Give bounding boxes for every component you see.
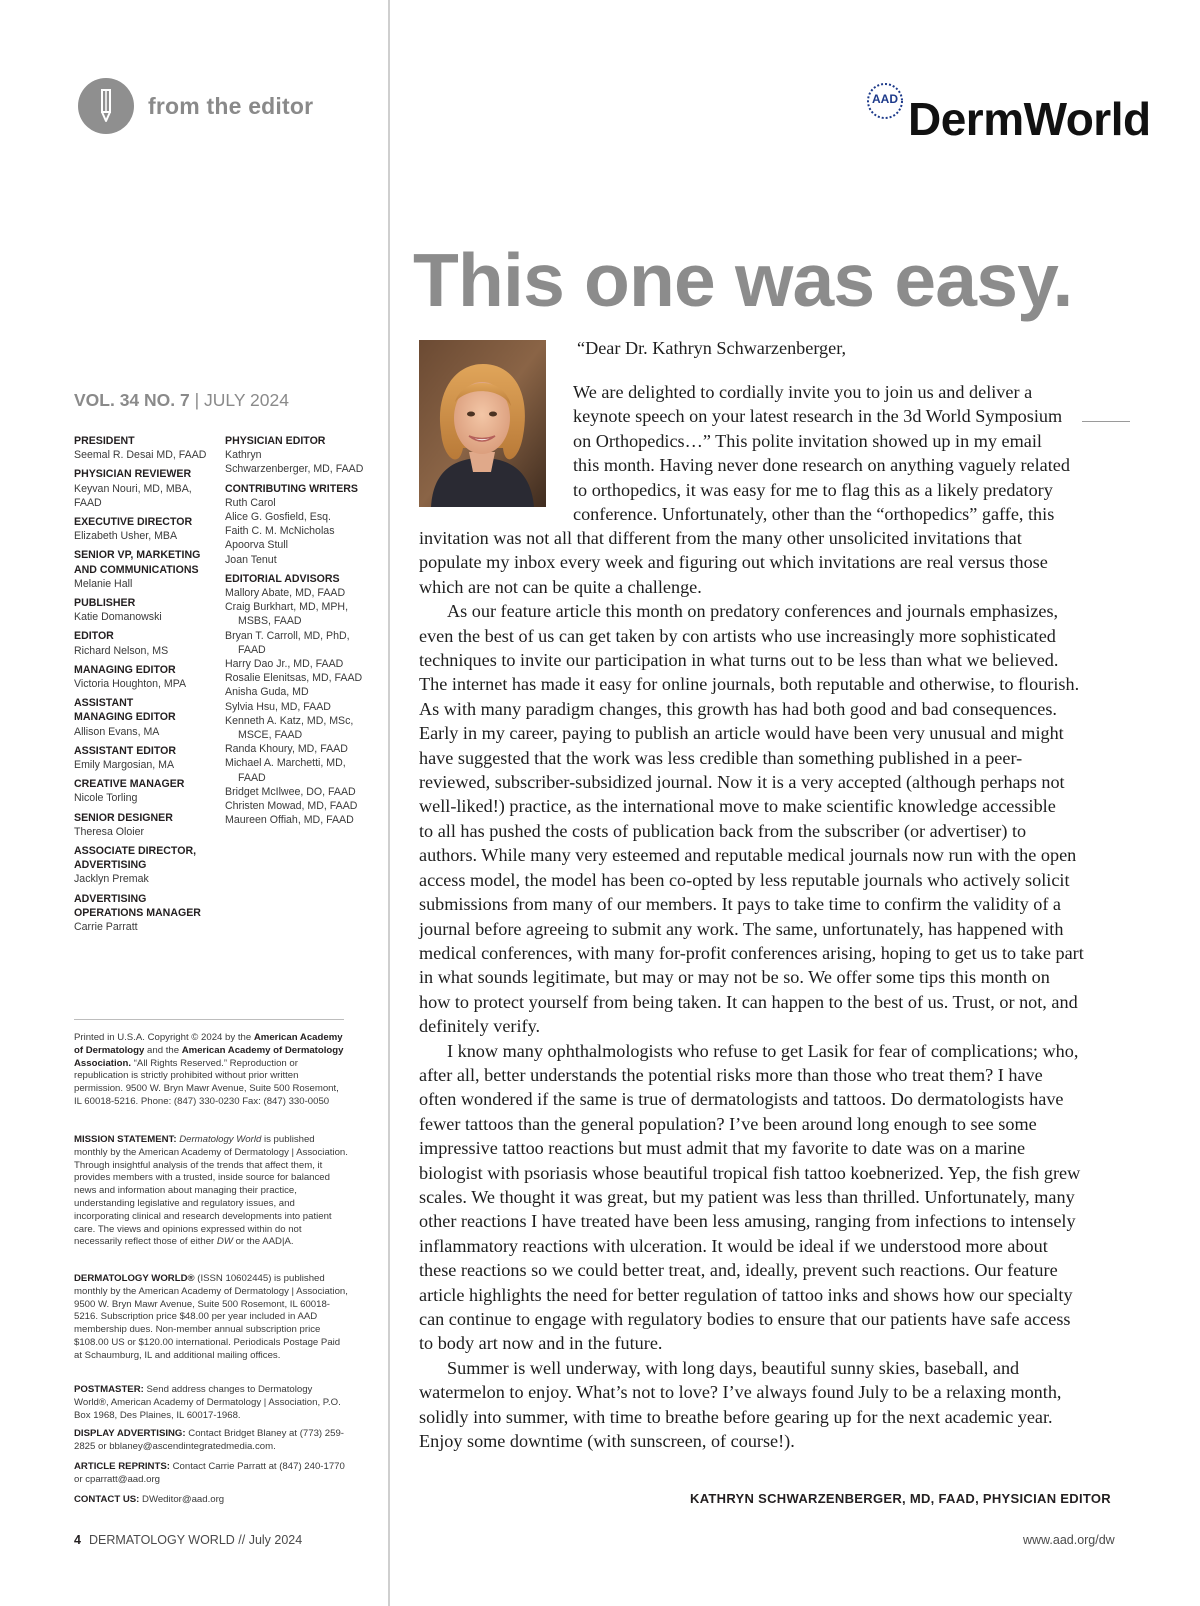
masthead-name: Bridget McIlwee, DO, FAAD — [225, 785, 356, 798]
copyright-text: “All Rights Reserved.” Reproduction or republication is strictly prohibited without prior written permission. 9500 W. Bryn Mawr Avenue, Suite 500 Rosemont, IL 60018-5216. Phone: (847) 330-0230 Fax: (847) 330-0050 — [74, 1057, 339, 1107]
masthead-name: Craig Burkhart, MD, MPH, MSBS, FAAD — [225, 601, 349, 628]
article-headline: This one was easy. — [413, 238, 1073, 322]
masthead-role: PHYSICIAN REVIEWER — [74, 468, 192, 481]
sidebar-divider — [74, 1019, 344, 1020]
masthead-entry — [74, 777, 226, 805]
copyright-org: American Academy of Dermatology — [74, 1032, 343, 1056]
masthead-name: Harry Dao Jr., MD, FAAD — [225, 658, 344, 671]
column-divider — [388, 0, 390, 1606]
masthead-role: SENIOR VP, MARKETING AND COMMUNICATIONS — [74, 549, 201, 576]
text-line: other reactions I have treated have been less amusing, ranging from infections to intensely — [419, 1211, 1076, 1232]
article-body — [419, 526, 1084, 1453]
section-label: from the editor — [148, 92, 314, 119]
masthead-name: Randa Khoury, MD, FAAD — [225, 743, 348, 756]
postmaster-notice — [74, 1384, 349, 1422]
masthead-name: Keyvan Nouri, MD, MBA, FAAD — [74, 482, 192, 509]
letter-salutation: “Dear Dr. Kathryn Schwarzenberger, — [577, 338, 847, 358]
text-line: As our feature article this month on predatory conferences and journals emphasizes, — [447, 601, 1059, 622]
display-text: Contact Bridget Blaney at (773) 259-2825 or bblaney@ascendintegratedmedia.com. — [74, 1428, 344, 1452]
masthead-role: CONTRIBUTING WRITERS — [225, 482, 359, 495]
text-line: these reactions so we could better treat, and, ideally, prevent such reactions. Our feature — [419, 1260, 1058, 1281]
masthead-name: Sylvia Hsu, MD, FAAD — [225, 700, 331, 713]
masthead-name: Ruth Carol — [225, 496, 276, 509]
text-line: invitation was not all that different from the many other unsolicited invitations that — [419, 528, 1022, 548]
text-line: As with many paradigm changes, this growth has had both good and bad consequences. — [419, 698, 1057, 719]
masthead-entry — [74, 663, 226, 691]
masthead-name: Rosalie Elenitsas, MD, FAAD — [225, 672, 363, 685]
decorative-rule — [1082, 421, 1130, 422]
text-line: which are not can be quite a challenge. — [419, 576, 702, 597]
copyright-org: American Academy of Dermatology Association. — [74, 1044, 344, 1069]
publication-label: DERMATOLOGY WORLD® — [74, 1273, 195, 1284]
text-line: watermelon to enjoy. What’s not to love? I’ve always found July to be a relaxing month, — [419, 1382, 1062, 1403]
masthead-entry — [74, 892, 226, 935]
text-line: to body art now and in the future. — [419, 1333, 663, 1354]
mission-text: is published monthly by the American Academy of Dermatology | Association. Through insightful analysis of the trends that affect them, it provides members with a trusted, inside source for balanced news and information about managing their practice, understanding legislative and regulatory issues, and incorporating clinical and research developments into patient care. The views and opinions expressed within do not necessarily reflect those of either — [74, 1134, 348, 1248]
text-line: have suggested that the work was less credible than something published in a peer- — [419, 747, 1023, 768]
contributing-writers-list — [225, 496, 383, 567]
text-line: biologist with psoriasis whose beautiful tropical fish tattoo koebnerized. Yep, the fish grew — [419, 1162, 1081, 1183]
mission-title: Dermatology World — [179, 1134, 262, 1145]
masthead-entry — [74, 515, 226, 543]
masthead-name: Anisha Guda, MD — [225, 686, 309, 699]
dermworld-logo — [866, 80, 1166, 150]
issue-month: JULY 2024 — [204, 390, 289, 410]
masthead-role: CREATIVE MANAGER — [74, 778, 185, 791]
text-line: solidly into summer, with time to breathe before gearing up for the next academic year. — [419, 1406, 1053, 1427]
text-line: inflammatory reactions with ulceration. It would be ideal if we understood more about — [419, 1235, 1048, 1256]
masthead-name: Christen Mowad, MD, FAAD — [225, 800, 358, 813]
logo-wordmark: DermWorld — [908, 93, 1151, 145]
postmaster-text: Send address changes to Dermatology World®, American Academy of Dermatology | Association, P.O. Box 1968, Des Plaines, IL 60017-1968. — [74, 1384, 341, 1421]
masthead-entry — [74, 811, 226, 839]
masthead-entry — [74, 548, 226, 591]
masthead-entry — [74, 434, 226, 462]
text-line: authors. While many very esteemed and reputable medical journals now run with the open — [419, 845, 1077, 866]
masthead-name: Melanie Hall — [74, 577, 133, 590]
page-footer — [74, 1533, 302, 1547]
reprints-label: ARTICLE REPRINTS: — [74, 1461, 170, 1472]
masthead-entry — [74, 744, 226, 772]
masthead-name: Joan Tenut — [225, 553, 277, 566]
publication-name: DERMATOLOGY WORLD // July 2024 — [88, 1533, 303, 1547]
masthead-name: Victoria Houghton, MPA — [74, 678, 187, 691]
masthead-role: ASSISTANT EDITOR — [74, 744, 177, 757]
text-line: Early in my career, paying to publish an article would have been very unusual and might — [419, 723, 1064, 744]
text-line: on Orthopedics…” This polite invitation showed up in my email — [573, 430, 1042, 451]
masthead-name: Maureen Offiah, MD, FAAD — [225, 814, 354, 827]
masthead-name: Nicole Torling — [74, 792, 138, 805]
issue-volume: VOL. 34 NO. 7 — [74, 390, 190, 410]
text-line: even the best of us can get taken by con artists who use increasingly more sophisticated — [419, 625, 1056, 646]
reprints-text: Contact Carrie Parratt at (847) 240-1770 or cparratt@aad.org — [74, 1461, 345, 1485]
text-line: definitely verify. — [419, 1016, 541, 1037]
text-line: can continue to engage with regulatory bodies to ensure that our patients have safe access — [419, 1309, 1071, 1329]
masthead-role: ASSOCIATE DIRECTOR, ADVERTISING — [74, 845, 197, 872]
masthead-role: EDITOR — [74, 630, 114, 643]
copyright-text: and the — [144, 1044, 180, 1056]
text-line: this month. Having never done research on anything vaguely related — [573, 455, 1070, 476]
page-number: 4 — [74, 1533, 81, 1547]
text-line: submissions from many of our members. It pays to take time to confirm the validity of a — [419, 894, 1061, 915]
masthead-name: Jacklyn Premak — [74, 873, 149, 886]
website-url: www.aad.org/dw — [1023, 1533, 1115, 1547]
masthead-role: PHYSICIAN EDITOR — [225, 435, 326, 447]
contact-us — [74, 1494, 349, 1507]
text-line: after all, better understands the potential risks more than those who treat them? I have — [419, 1064, 1043, 1085]
masthead-name: Alice G. Gosfield, Esq. — [225, 511, 331, 524]
text-line: access model, the model has been co-opted by less reputable journals who actively solicit — [419, 869, 1070, 890]
masthead-name: Seemal R. Desai MD, FAAD — [74, 449, 207, 462]
text-line: Summer is well underway, with long days, beautiful sunny skies, baseball, and — [447, 1357, 1020, 1378]
masthead-name: Apoorva Stull — [225, 539, 289, 552]
masthead-role: ADVERTISING OPERATIONS MANAGER — [74, 892, 201, 919]
postmaster-label: POSTMASTER: — [74, 1384, 144, 1395]
masthead-role: EDITORIAL ADVISORS — [225, 572, 340, 585]
text-line: journal before agreeing to submit any work. The same, unfortunately, has happened with — [419, 918, 1064, 939]
contact-label: CONTACT US: — [74, 1494, 140, 1505]
masthead-name: Katie Domanowski — [74, 611, 162, 624]
mission-dw: DW — [216, 1236, 233, 1248]
masthead-name: Richard Nelson, MS — [74, 644, 169, 657]
masthead-left — [74, 434, 226, 939]
masthead-name: Emily Margosian, MA — [74, 759, 175, 772]
mission-label: MISSION STATEMENT: — [74, 1134, 177, 1145]
masthead-entry — [74, 696, 226, 739]
text-line: The internet has made it easy for online journals, both reputable and otherwise, to flourish. — [419, 674, 1080, 695]
display-advertising — [74, 1428, 349, 1454]
contact-email: DWeditor@aad.org — [139, 1494, 225, 1505]
masthead-entry — [74, 596, 226, 624]
masthead-name: Michael A. Marchetti, MD, FAAD — [225, 757, 346, 784]
masthead-role: ASSISTANT MANAGING EDITOR — [74, 697, 176, 724]
mission-statement — [74, 1134, 349, 1249]
editorial-advisors-list — [225, 586, 383, 827]
masthead-role: EXECUTIVE DIRECTOR — [74, 516, 193, 529]
pencil-icon — [78, 78, 134, 134]
text-line: fewer tattoos than the general population? I’ve been around long enough to see some — [419, 1113, 1037, 1134]
masthead-entry — [74, 629, 226, 657]
text-line: I know many ophthalmologists who refuse to get Lasik for fear of complications; who, — [447, 1040, 1079, 1061]
author-signature: KATHRYN SCHWARZENBERGER, MD, FAAD, PHYSICIAN EDITOR — [690, 1491, 1111, 1506]
masthead-name: Theresa Oloier — [74, 825, 145, 838]
text-line: scales. We thought it was great, but my patient was less than thrilled. Unfortunately, many — [419, 1186, 1075, 1207]
text-line: Enjoy some downtime (with sunscreen, of course!). — [419, 1431, 795, 1452]
masthead-name: Elizabeth Usher, MBA — [74, 530, 178, 543]
text-line: keynote speech on your latest research in the 3d World Symposium — [573, 406, 1063, 427]
text-line: impressive tattoo reactions but must admit that my favorite to date was on a marine — [419, 1138, 1026, 1159]
publication-text: (ISSN 10602445) is published monthly by the American Academy of Dermatology | Association, 9500 W. Bryn Mawr Avenue, Suite 500 Rosemont, IL 60018-5216. Subscription price $48.00 per year included in AAD membership dues. Non-member annual subscription price $108.00 US or $120.00 international. Periodicals Postage Paid at Schaumburg, IL and additional mailing offices. — [74, 1273, 348, 1361]
mission-text: or the AAD|A. — [232, 1236, 294, 1248]
text-line: We are delighted to cordially invite you to join us and deliver a — [573, 382, 1033, 402]
text-line: often wondered if the same is true of dermatologists and tattoos. Do dermatologists have — [419, 1089, 1064, 1110]
masthead-name: Bryan T. Carroll, MD, PhD, FAAD — [225, 629, 350, 656]
text-line: medical conferences, with many for-profit conferences arising, hoping to get us to take part — [419, 942, 1084, 963]
masthead-entry — [74, 467, 226, 510]
masthead-right — [225, 434, 383, 832]
masthead-role: MANAGING EDITOR — [74, 663, 176, 676]
masthead-name: Allison Evans, MA — [74, 725, 160, 738]
text-line: article highlights the need for better regulation of tattoo inks and shows how our specialty — [419, 1284, 1073, 1305]
masthead-name: Carrie Parratt — [74, 921, 138, 934]
text-line: how to protect yourself from being taken. It can happen to the best of us. Trust, or not, and — [419, 991, 1078, 1012]
article-intro — [573, 380, 1070, 526]
text-line: to all has pushed the costs of publication back from the subscriber (or advertiser) to — [419, 820, 1027, 841]
masthead-role: PUBLISHER — [74, 597, 136, 610]
text-line: techniques to invite our participation in what turns out to be less than what we believed. — [419, 650, 1059, 671]
masthead-entry — [74, 844, 226, 887]
logo-badge-text: AAD — [872, 92, 898, 106]
masthead-role: SENIOR DESIGNER — [74, 811, 173, 824]
article-reprints — [74, 1461, 349, 1487]
copyright-text: Printed in U.S.A. Copyright © 2024 by the — [74, 1032, 252, 1043]
issue-line — [74, 390, 289, 411]
author-portrait — [419, 340, 546, 507]
text-line: conference. Unfortunately, other than the “orthopedics” gaffe, this — [573, 504, 1055, 525]
masthead-role: PRESIDENT — [74, 435, 135, 447]
text-line: well-liked!) practice, as the international move to make scientific knowledge accessible — [419, 796, 1056, 817]
text-line: in what sounds legitimate, but may or may not be so. We offer some tips this month on — [419, 967, 1050, 988]
section-header — [78, 78, 313, 134]
copyright-notice — [74, 1032, 349, 1109]
masthead-name: Kenneth A. Katz, MD, MSc, MSCE, FAAD — [225, 714, 354, 742]
text-line: reviewed, subscriber-subsidized journal. Now it is a very accepted (although perhaps not — [419, 772, 1065, 793]
masthead-name: Faith C. M. McNicholas — [225, 525, 335, 538]
issue-separator: | — [189, 390, 205, 410]
text-line: populate my inbox every week and figuring out which invitations are real versus those — [419, 552, 1048, 573]
text-line: to orthopedics, it was easy for me to flag this as a likely predatory — [573, 479, 1053, 500]
masthead-name: Kathryn Schwarzenberger, MD, FAAD — [225, 449, 364, 476]
masthead-name: Mallory Abate, MD, FAAD — [225, 587, 346, 600]
display-label: DISPLAY ADVERTISING: — [74, 1428, 186, 1439]
publication-notice — [74, 1273, 349, 1363]
